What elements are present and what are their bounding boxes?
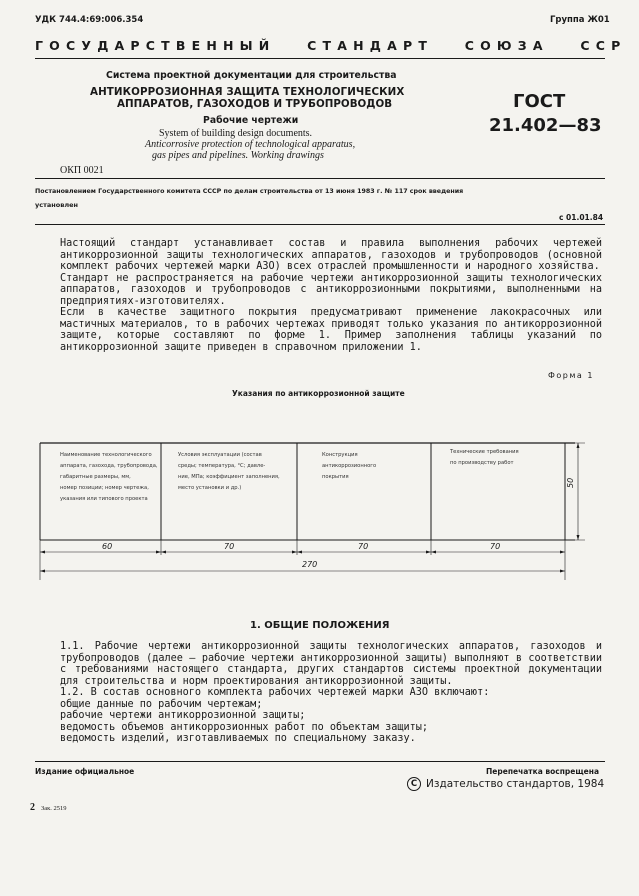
udk-code: УДК 744.4:69:006.354 xyxy=(35,15,144,25)
col3-line: антикоррозионного xyxy=(322,463,377,469)
footer-rule xyxy=(35,761,605,762)
official-edition: Издание официальное xyxy=(35,767,135,776)
decree-established: установлен xyxy=(35,201,78,209)
list-item: рабочие чертежи антикоррозионной защиты; xyxy=(60,710,306,721)
decree-text: Постановлением Государственного комитета СССР по делам строительства от 13 июня 1983 г. № 117 срок введения xyxy=(35,188,464,195)
gost-number: 21.402—83 xyxy=(489,115,602,136)
group-code: Группа Ж01 xyxy=(550,15,610,25)
form-col4-header xyxy=(450,447,562,469)
list-item: ведомость изделий, изготавливаемых по специальному заказу. xyxy=(60,733,416,744)
col2-line: место установки и др.) xyxy=(178,485,242,491)
intro-paragraph-2: Стандарт не распространяется на рабочие чертежи антикоррозионной защиты технологических аппаратов, газоходов и трубопроводов с антикоррозионными покрытиями, выполненными на предприятиях-изготовителях. xyxy=(60,272,602,307)
subtitle: Рабочие чертежи xyxy=(203,115,299,126)
english-title-line3: gas pipes and pipelines. Working drawings xyxy=(152,150,324,161)
dim-col3: 70 xyxy=(358,542,369,551)
form-title: Указания по антикоррозионной защите xyxy=(232,389,405,398)
form-label: Форма 1 xyxy=(548,371,594,380)
clause-1-2: 1.2. В состав основного комплекта рабочих чертежей марки АЗО включают: xyxy=(60,687,490,698)
col1-line: габаритные размеры, мм, xyxy=(60,474,131,480)
english-title-line2: Anticorrosive protection of technological apparatus, xyxy=(145,139,356,150)
main-title-line1: АНТИКОРРОЗИОННАЯ ЗАЩИТА ТЕХНОЛОГИЧЕСКИХ xyxy=(90,86,405,98)
section-heading: 1. ОБЩИЕ ПОЛОЖЕНИЯ xyxy=(250,620,390,631)
col1-line: Наименование технологического xyxy=(60,452,152,458)
form-col2-header xyxy=(178,450,296,494)
form-col1-header xyxy=(60,450,160,505)
main-title-line2: АППАРАТОВ, ГАЗОХОДОВ И ТРУБОПРОВОДОВ xyxy=(117,98,393,110)
dim-height: 50 xyxy=(566,477,575,488)
col1-line: номер позиции; номер чертежа, xyxy=(60,485,149,491)
col1-line: указания или типового проекта xyxy=(60,496,148,502)
col4-line: по производству работ xyxy=(450,460,514,466)
col4-line: Технические требования xyxy=(450,449,519,455)
col2-line: Условия эксплуатации (состав xyxy=(178,452,262,458)
order-number: Зак. 2519 xyxy=(41,805,67,812)
reprint-notice: Перепечатка воспрещена xyxy=(486,767,600,776)
col2-line: ние, МПа; коэффициент заполнения, xyxy=(178,474,280,480)
dim-col4: 70 xyxy=(490,542,501,551)
list-item: общие данные по рабочим чертежам; xyxy=(60,698,263,710)
col3-line: Конструкция xyxy=(322,452,358,458)
form-col3-header xyxy=(322,450,427,483)
copyright-icon: C xyxy=(407,777,421,791)
section1-body xyxy=(60,641,602,745)
intro-paragraph-3: Если в качестве защитного покрытия предусматривают применение лакокрасочных или мастичных материалов, то в рабочих чертежах приводят только указания по антикоррозионной защите, которые составляют по форме 1. Пример заполнения таблицы указаний по антикоррозионной защите приведен в справочном приложении 1. xyxy=(60,307,602,353)
english-title-line1: System of building design documents. xyxy=(159,128,313,139)
col3-line: покрытия xyxy=(322,474,349,480)
copyright-text: Издательство стандартов, 1984 xyxy=(426,778,605,790)
intro-paragraph-1: Настоящий стандарт устанавливает состав и правила выполнения рабочих чертежей антикоррозионной защиты технологических аппаратов, газоходов и трубопроводов (основной комплект рабочих чертежей марки АЗО) всех отраслей промышленности и народного хозяйства. xyxy=(60,238,602,272)
okp-code: ОКП 0021 xyxy=(60,165,104,176)
page-number: 2 xyxy=(30,802,35,813)
col1-line: аппарата, газохода, трубопровода, xyxy=(60,463,158,469)
effective-date: с 01.01.84 xyxy=(559,213,604,222)
dim-col2: 70 xyxy=(224,542,235,551)
clause-1-1: 1.1. Рабочие чертежи антикоррозионной защиты технологических аппаратов, газоходов и трубопроводов (далее — рабочие чертежи антикоррозионной защиты) выполняют в соответствии с требованиями настоящего стандарта, других стандартов системы проектной документации для строительства и норм проектирования антикоррозионной защиты. xyxy=(60,641,602,687)
list-item: ведомость объемов антикоррозионных работ по объектам защиты; xyxy=(60,721,429,733)
gost-label: ГОСТ xyxy=(513,91,566,112)
state-standard-banner: ГОСУДАРСТВЕННЫЙ СТАНДАРТ СОЮЗА ССР xyxy=(35,38,627,53)
dim-col1: 60 xyxy=(102,542,113,551)
dim-total: 270 xyxy=(302,560,318,569)
system-title: Система проектной документации для строительства xyxy=(106,70,397,81)
col2-line: среды; температура, °С; давле- xyxy=(178,463,266,469)
